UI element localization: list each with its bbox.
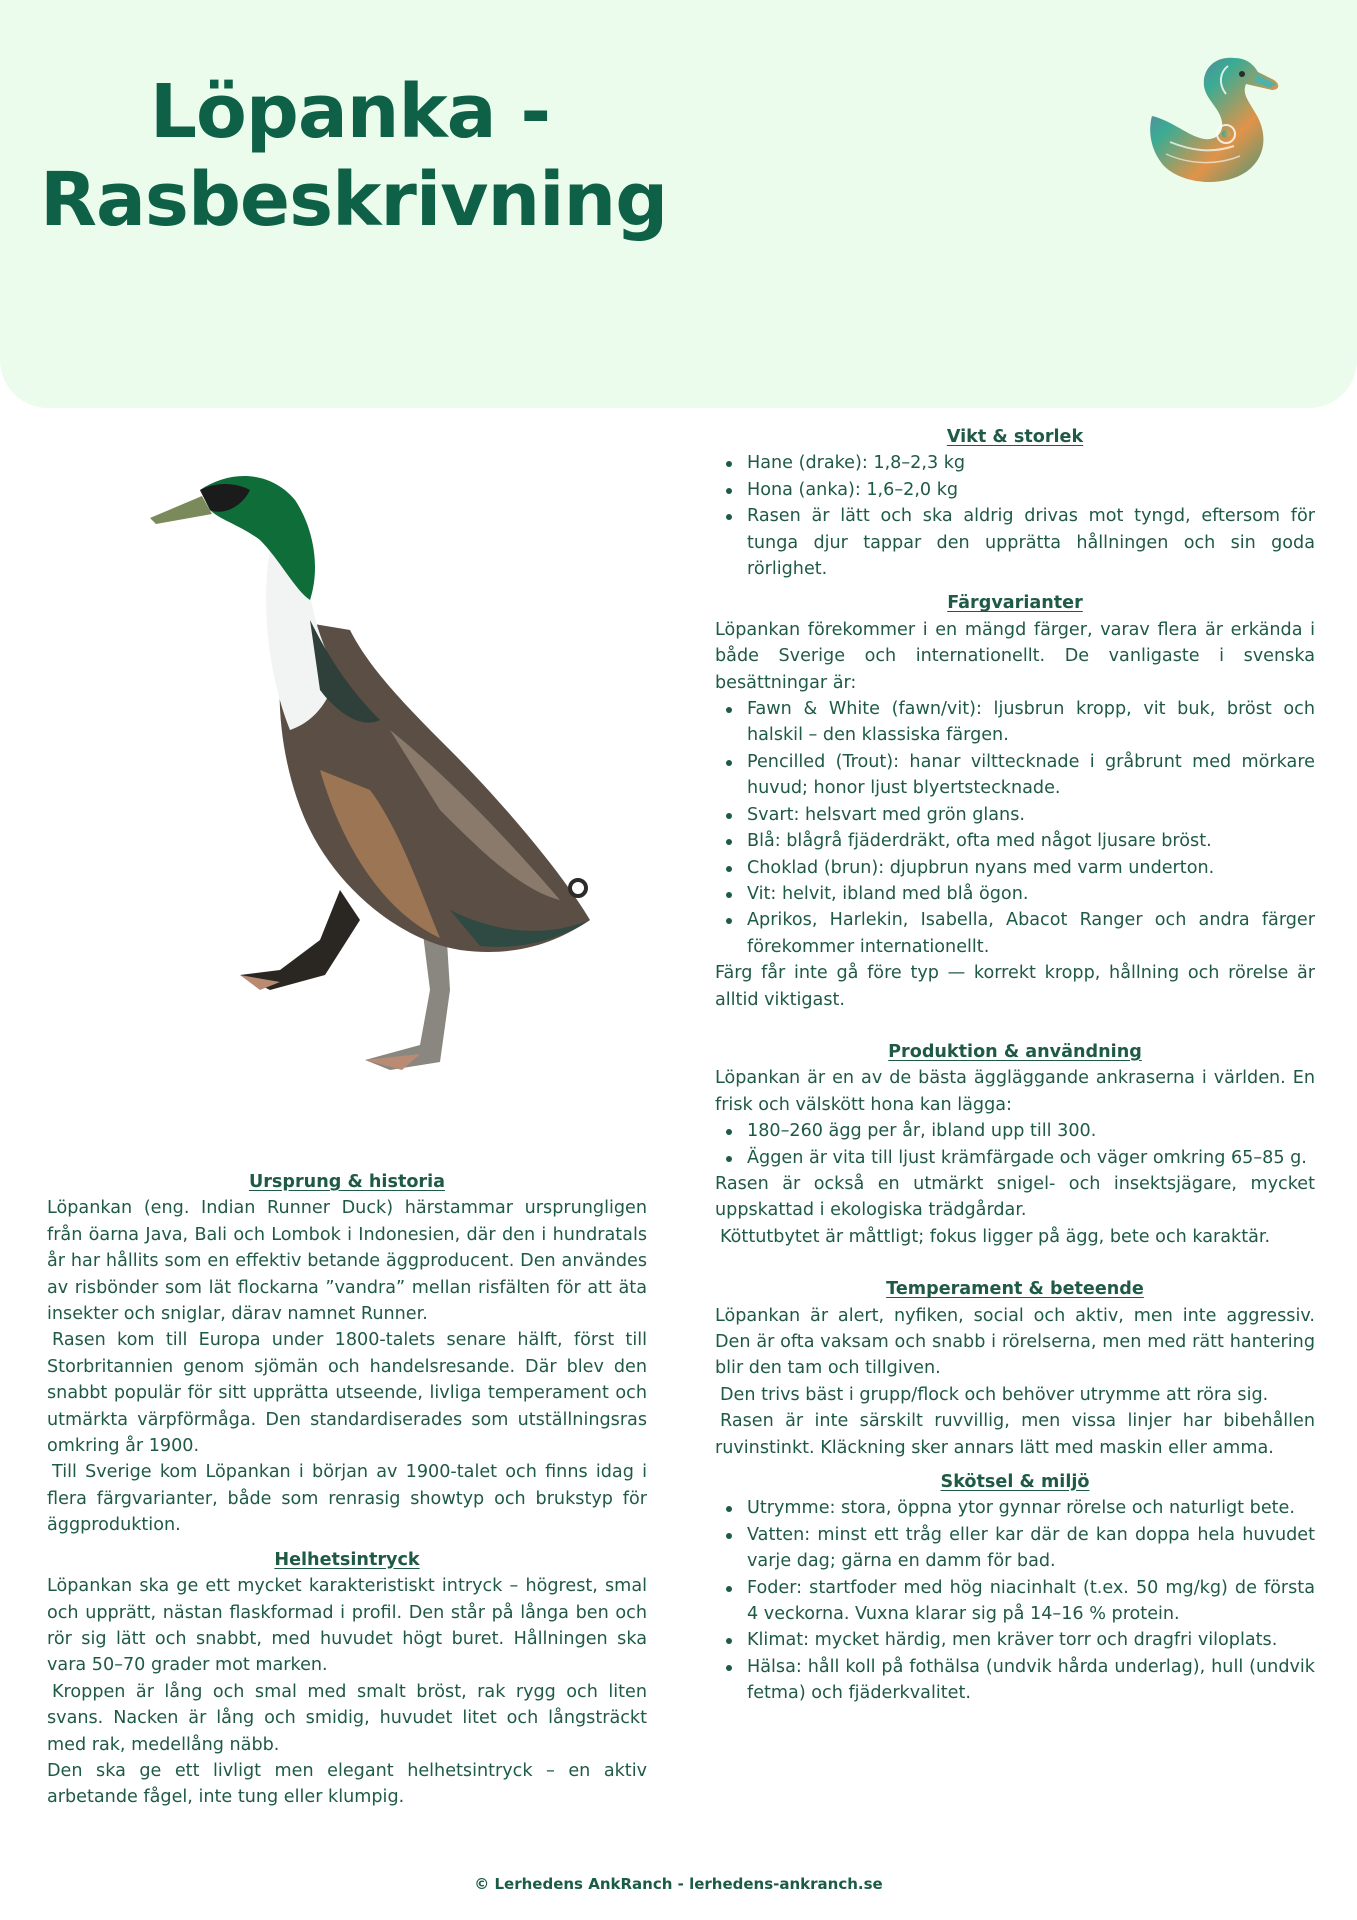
list-item: Klimat: mycket härdig, men kräver torr och dragfri viloplats. (715, 1627, 1315, 1653)
list-item: Hona (anka): 1,6–2,0 kg (715, 477, 1315, 503)
list-item: Foder: startfoder med hög niacinhalt (t.ex. 50 mg/kg) de första 4 veckorna. Vuxna klarar sig på 14–16 % protein. (715, 1575, 1315, 1628)
heading-temperament: Temperament & beteende (886, 1279, 1144, 1300)
origin-paragraph: Löpankan (eng. Indian Runner Duck) härstammar ursprungligen från öarna Java, Bali och Lombok i Indonesien, där den i hundratals år har hållits som en effektiv betande äggproducent. Den användes av risbönder som lät flockarna ”vandra” mellan risfälten för att äta insekter och sniglar, därav namnet Runner. (47, 1198, 647, 1325)
duck-photo (120, 470, 640, 1090)
header-banner (0, 0, 1357, 408)
list-item: Aprikos, Harlekin, Isabella, Abacot Ranger och andra färger förekommer internationellt. (715, 907, 1315, 960)
origin-paragraph: Rasen kom till Europa under 1800-talets senare hälft, först till Storbritannien genom sjömän och handelsresande. Där blev den snabbt populär för sitt upprätta utseende, livliga temperament och utmärkta värpförmåga. Den standardiserades som utställningsras omkring år 1900. (47, 1330, 647, 1457)
heading-production: Produktion & användning (888, 1041, 1142, 1062)
list-item: Fawn & White (fawn/vit): ljusbrun kropp, vit buk, bröst och halskil – den klassiska färgen. (715, 696, 1315, 749)
temperament-paragraph: Den trivs bäst i grupp/flock och behöver utrymme att röra sig. (720, 1384, 1269, 1405)
origin-paragraph: Till Sverige kom Löpankan i början av 1900-talet och finns idag i flera färgvarianter, både som renrasig showtyp och brukstyp för äggproduktion. (47, 1462, 647, 1536)
section-production (715, 1039, 1315, 1250)
temperament-paragraph: Löpankan är alert, nyfiken, social och aktiv, men inte aggressiv. Den är ofta vaksam och snabb i rörelserna, men med rätt hantering blir den tam och tillgiven. (715, 1305, 1315, 1379)
heading-impression: Helhetsintryck (274, 1549, 420, 1570)
page-title (40, 68, 668, 244)
list-item: Hane (drake): 1,8–2,3 kg (715, 450, 1315, 476)
list-item: Utrymme: stora, öppna ytor gynnar rörelse och naturligt bete. (715, 1495, 1315, 1521)
section-origin (47, 1169, 647, 1539)
production-paragraph: Rasen är också en utmärkt snigel- och insektsjägare, mycket uppskattad i ekologiska trädgårdar. (715, 1173, 1315, 1221)
section-colors (715, 590, 1315, 1013)
section-temperament (715, 1276, 1315, 1461)
section-weight (715, 424, 1315, 582)
temperament-paragraph: Rasen är inte särskilt ruvvillig, men vissa linjer har bibehållen ruvinstinkt. Kläckning sker annars lätt med maskin eller amma. (715, 1411, 1315, 1458)
footer-copyright: © Lerhedens AnkRanch - lerhedens-ankranch.se (474, 1875, 883, 1893)
right-column (715, 424, 1315, 1707)
list-item: Choklad (brun): djupbrun nyans med varm underton. (715, 855, 1315, 881)
section-care (715, 1469, 1315, 1707)
list-item: 180–260 ägg per år, ibland upp till 300. (715, 1118, 1315, 1144)
colors-list (715, 696, 1315, 960)
list-item: Pencilled (Trout): hanar vilttecknade i gråbrunt med mörkare huvud; honor ljust blyertstecknade. (715, 749, 1315, 802)
list-item: Vit: helvit, ibland med blå ögon. (715, 881, 1315, 907)
title-line-2: Rasbeskrivning (40, 157, 668, 243)
list-item: Svart: helsvart med grön glans. (715, 802, 1315, 828)
list-item: Vatten: minst ett tråg eller kar där de kan doppa hela huvudet varje dag; gärna en damm för bad. (715, 1522, 1315, 1575)
list-item: Hälsa: håll koll på fothälsa (undvik hårda underlag), hull (undvik fetma) och fjäderkvalitet. (715, 1654, 1315, 1707)
heading-care: Skötsel & miljö (940, 1472, 1090, 1493)
production-list (715, 1118, 1315, 1171)
heading-origin: Ursprung & historia (248, 1172, 446, 1192)
care-list (715, 1495, 1315, 1706)
list-item: Äggen är vita till ljust krämfärgade och väger omkring 65–85 g. (715, 1145, 1315, 1171)
heading-colors: Färgvarianter (947, 593, 1083, 614)
title-line-1: Löpanka - (149, 69, 551, 155)
list-item: Rasen är lätt och ska aldrig drivas mot tyngd, eftersom för tunga djur tappar den upprätta hållningen och sin goda rörlighet. (715, 503, 1315, 582)
impression-paragraph: Den ska ge ett livligt men elegant helhetsintryck – en aktiv arbetande fågel, inte tung eller klumpig. (47, 1760, 647, 1808)
production-paragraph: Köttutbytet är måttligt; fokus ligger på ägg, bete och karaktär. (720, 1226, 1271, 1247)
section-impression (47, 1547, 647, 1811)
list-item: Blå: blågrå fjäderdräkt, ofta med något ljusare bröst. (715, 828, 1315, 854)
impression-paragraph: Kroppen är lång och smal med smalt bröst, rak rygg och liten svans. Nacken är lång och smidig, huvudet litet och långsträckt med rak, medellång näbb. (47, 1681, 647, 1755)
duck-logo-icon (1130, 50, 1300, 200)
impression-paragraph: Löpankan ska ge ett mycket karakteristiskt intryck – högrest, smal och upprätt, nästan flaskformad i profil. Den står på långa ben och rör sig lätt och snabbt, med huvudet högt buret. Hållningen ska vara 50–70 grader mot marken. (47, 1576, 647, 1676)
left-column (47, 1169, 647, 1811)
heading-weight: Vikt & storlek (946, 427, 1084, 447)
weight-list (715, 450, 1315, 582)
production-intro: Löpankan är en av de bästa äggläggande ankraserna i världen. En frisk och välskött hona kan lägga: (715, 1068, 1315, 1115)
colors-outro: Färg får inte gå före typ — korrekt kropp, hållning och rörelse är alltid viktigast. (715, 963, 1315, 1010)
colors-intro: Löpankan förekommer i en mängd färger, varav flera är erkända i både Sverige och internationellt. De vanligaste i svenska besättningar är: (715, 619, 1315, 693)
